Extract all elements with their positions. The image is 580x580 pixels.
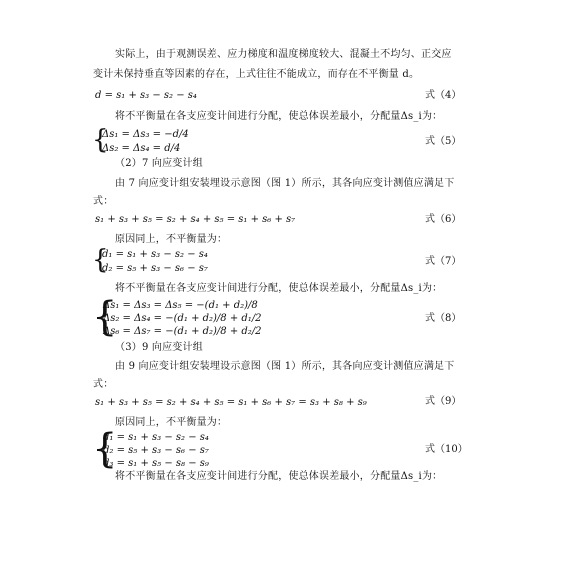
left-brace-icon: { xyxy=(92,125,109,155)
equation-6: s₁ + s₃ + s₅ = s₂ + s₄ + s₅ = s₁ + s₆ + s₇ xyxy=(95,214,296,225)
equation-6-label: 式（6） xyxy=(425,214,462,225)
equation-8-row-2: Δs₂ = Δs₄ = −(d₁ + d₂)/8 + d₁/2 xyxy=(103,313,262,324)
equation-7-label: 式（7） xyxy=(425,256,462,267)
paragraph-5: 将不平衡量在各支应变计间进行分配，使总体误差最小，分配量Δs_i为： xyxy=(115,283,443,294)
equation-8-label: 式（8） xyxy=(425,313,462,324)
equation-8-row-1: Δs₁ = Δs₃ = Δs₅ = −(d₁ + d₂)/8 xyxy=(103,300,258,311)
left-brace-icon: { xyxy=(92,245,109,275)
paragraph-6-line-2: 式： xyxy=(93,379,114,390)
paragraph-2: 将不平衡量在各支应变计间进行分配，使总体误差最小，分配量Δs_i为： xyxy=(115,111,443,122)
equation-4-label: 式（4） xyxy=(425,90,462,101)
equation-8-row-3: Δs₆ = Δs₇ = −(d₁ + d₂)/8 + d₂/2 xyxy=(103,326,262,337)
equation-4: d = s₁ + s₃ − s₂ − s₄ xyxy=(95,90,197,101)
equation-10-label: 式（10） xyxy=(425,444,468,455)
left-brace-icon: { xyxy=(92,426,118,472)
paragraph-1-line-1: 实际上，由于观测误差、应力梯度和温度梯度较大、混凝土不均匀、正交应 xyxy=(115,49,452,60)
equation-5-row-2: Δs₂ = Δs₄ = d/4 xyxy=(102,143,181,154)
equation-10-row-3: d₃ = s₁ + s₅ − s₈ − s₉ xyxy=(103,458,209,469)
paragraph-1-line-2: 变计未保持垂直等因素的存在，上式往往不能成立，而存在不平衡量 d。 xyxy=(93,69,420,80)
equation-10-row-2: d₂ = s₅ + s₃ − s₆ − s₇ xyxy=(103,445,209,456)
paragraph-8: 将不平衡量在各支应变计间进行分配，使总体误差最小，分配量Δs_i为： xyxy=(115,471,443,482)
equation-5-row-1: Δs₁ = Δs₃ = −d/4 xyxy=(102,129,189,140)
equation-9-label: 式（9） xyxy=(425,396,462,407)
section-3-heading: （3）9 向应变计组 xyxy=(115,342,203,353)
paragraph-3-line-2: 式： xyxy=(93,196,114,207)
equation-9: s₁ + s₃ + s₅ = s₂ + s₄ + s₅ = s₁ + s₆ + s₇ = s₃ + s₈ + s₉ xyxy=(95,397,367,408)
section-2-heading: （2）7 向应变计组 xyxy=(115,158,203,169)
left-brace-icon: { xyxy=(92,294,118,340)
equation-7-row-2: d₂ = s₅ + s₃ − s₆ − s₇ xyxy=(102,263,208,274)
paragraph-6-line-1: 由 9 向应变计组安装埋设示意图（图 1）所示，其各向应变计测值应满足下 xyxy=(115,361,455,372)
paragraph-3-line-1: 由 7 向应变计组安装埋设示意图（图 1）所示，其各向应变计测值应满足下 xyxy=(115,178,455,189)
paragraph-4: 原因同上，不平衡量为： xyxy=(115,234,228,245)
paragraph-7: 原因同上，不平衡量为： xyxy=(115,417,228,428)
equation-7-row-1: d₁ = s₁ + s₃ − s₂ − s₄ xyxy=(102,249,208,260)
equation-10-row-1: d₁ = s₁ + s₃ − s₂ − s₄ xyxy=(103,432,209,443)
equation-5-label: 式（5） xyxy=(425,136,462,147)
